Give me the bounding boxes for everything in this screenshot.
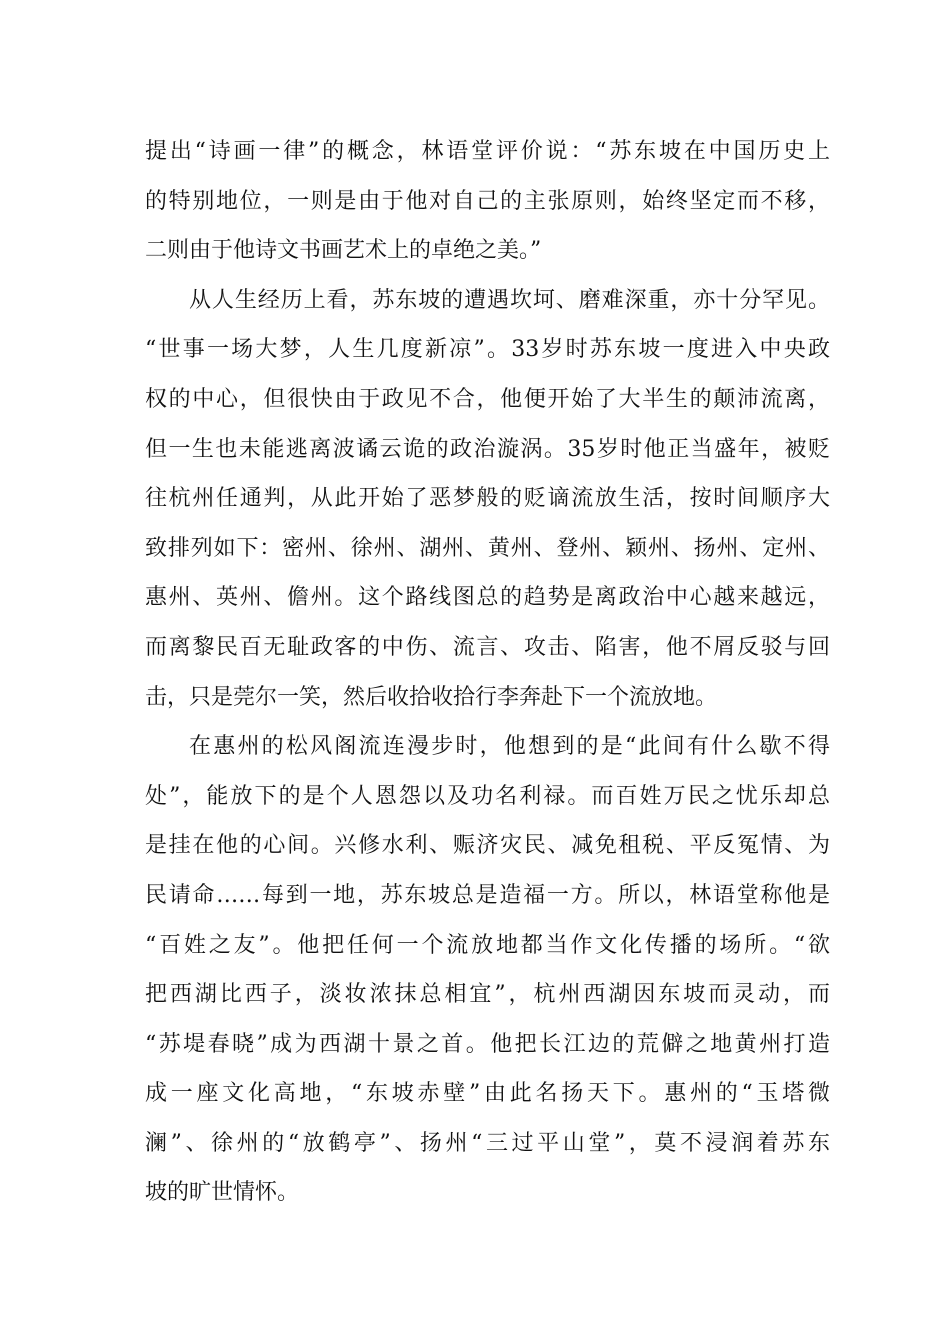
paragraph-2-line-6: 致排列如下：密州、徐州、湖州、黄州、登州、颖州、扬州、定州、 bbox=[145, 535, 830, 561]
paragraph-2-line-7: 惠州、英州、儋州。这个路线图总的趋势是离政治中心越来越远， bbox=[145, 585, 830, 611]
paragraph-3-line-6: 把西湖比西子，淡妆浓抹总相宜”，杭州西湖因东坡而灵动，而 bbox=[145, 982, 830, 1008]
paragraph-3-line-8: 成一座文化高地，“东坡赤壁”由此名扬天下。惠州的“玉塔微 bbox=[145, 1081, 830, 1107]
paragraph-3-line-2: 处”，能放下的是个人恩怨以及功名利禄。而百姓万民之忧乐却总 bbox=[145, 783, 830, 809]
paragraph-3-line-10: 坡的旷世情怀。 bbox=[145, 1180, 300, 1206]
paragraph-2-line-2: “世事一场大梦，人生几度新凉”。33岁时苏东坡一度进入中央政 bbox=[145, 337, 830, 363]
paragraph-1-line-3: 二则由于他诗文书画艺术上的卓绝之美。” bbox=[145, 238, 542, 264]
paragraph-2-line-4: 但一生也未能逃离波谲云诡的政治漩涡。35岁时他正当盛年，被贬 bbox=[145, 436, 830, 462]
paragraph-1-line-2: 的特别地位，一则是由于他对自己的主张原则，始终坚定而不移， bbox=[145, 188, 830, 214]
paragraph-2-line-8: 而离黎民百无耻政客的中伤、流言、攻击、陷害，他不屑反驳与回 bbox=[145, 634, 830, 660]
paragraph-3-line-4: 民请命……每到一地，苏东坡总是造福一方。所以，林语堂称他是 bbox=[145, 882, 830, 908]
paragraph-2-line-9: 击，只是莞尔一笑，然后收拾收拾行李奔赴下一个流放地。 bbox=[145, 684, 718, 710]
paragraph-2-line-5: 往杭州任通判，从此开始了恶梦般的贬谪流放生活，按时间顺序大 bbox=[145, 486, 830, 512]
paragraph-2-line-1: 从人生经历上看，苏东坡的遭遇坎坷、磨难深重，亦十分罕见。 bbox=[189, 287, 830, 313]
document-text bbox=[145, 127, 830, 1218]
paragraph-3-line-3: 是挂在他的心间。兴修水利、赈济灾民、减免租税、平反冤情、为 bbox=[145, 833, 830, 859]
paragraph-2-line-3: 权的中心，但很快由于政见不合，他便开始了大半生的颠沛流离， bbox=[145, 386, 830, 412]
paragraph-3-line-5: “百姓之友”。他把任何一个流放地都当作文化传播的场所。“欲 bbox=[145, 932, 830, 958]
paragraph-3-line-1: 在惠州的松风阁流连漫步时，他想到的是“此间有什么歇不得 bbox=[189, 734, 830, 760]
paragraph-1-line-1: 提出“诗画一律”的概念，林语堂评价说：“苏东坡在中国历史上 bbox=[145, 139, 830, 164]
paragraph-3-line-7: “苏堤春晓”成为西湖十景之首。他把长江边的荒僻之地黄州打造 bbox=[145, 1031, 830, 1057]
paragraph-3-line-9: 澜”、徐州的“放鹤亭”、扬州“三过平山堂”，莫不浸润着苏东 bbox=[145, 1130, 830, 1156]
